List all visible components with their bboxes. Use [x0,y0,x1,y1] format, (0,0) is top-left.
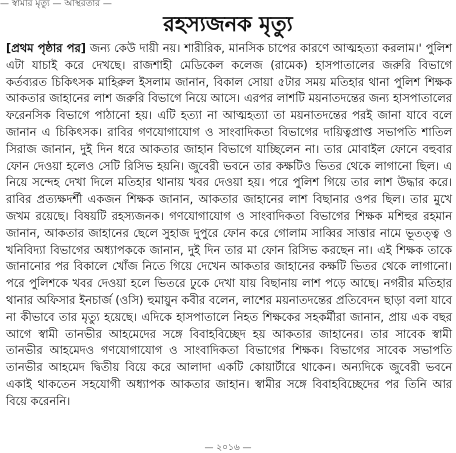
top-strip-text: — স্বামীর মৃত্যু — অস্থিরতার — [0,0,112,9]
article-paragraph [6,40,452,410]
body-text: জন্য কেউ দায়ী নয়। শারীরিক, মানসিক চাপের কারণে আত্মহত্যা করলাম।' পুলিশ এটা যাচাই করে দেখছে। রাজশাহী মেডিকেল কলেজ (রামেক) হাসপাতালের জরুরি বিভাগে কর্তব্যরত চিকিৎসক মাহিরুল ইসলাম জানান, বিকাল সোয়া ৫টার সময় মতিহার থানা পুলিশ শিক্ষক আকতার জাহানের লাশ জরুরি বিভাগে নিয়ে আসে। এরপর লাশটি ময়নাতদন্তের জন্য হাসপাতালের ফরেনসিক বিভাগে পাঠানো হয়। এটি হত্যা না আত্মহত্যা তা ময়নাতদন্তের পরই জানা যাবে বলে জানান এ চিকিৎসক। রাবির গণযোগাযোগ ও সাংবাদিকতা বিভাগের দায়িত্বপ্রাপ্ত সভাপতি শাতিল সিরাজ জানান, দুই দিন ধরে আকতার জাহান বিভাগে যাচ্ছিলেন না। তার মোবাইল ফোনে বহুবার ফোন দেওয়া হলেও সেটি রিসিভ হয়নি। জুবেরী ভবনে তার কক্ষটিও ভিতর থেকে লাগানো ছিল। এ নিয়ে সন্দেহ দেখা দিলে মতিহার থানায় খবর দেওয়া হয়। পরে পুলিশ গিয়ে তার লাশ উদ্ধার করে। রাবির প্রত্যক্ষদর্শী একজন শিক্ষক জানান, আকতার জাহানের লাশ বিছানার ওপর ছিল। তার মুখে জখম রয়েছে। বিষয়টি রহস্যজনক। গণযোগাযোগ ও সাংবাদিকতা বিভাগের শিক্ষক মশিহুর রহমান জানান, আকতার জাহানের ছেলে সুহাজ দুপুরে ফোন করে গোলাম সাব্বির সাত্তার নামে ভূতত্ত্ব ও খনিবিদ্যা বিভাগের অধ্যাপককে জানান, দুই দিন তার মা ফোন রিসিভ করছেন না। এই শিক্ষক তাকে জানানোর পর বিকালে খোঁজ নিতে গিয়ে দেখেন আকতার জাহানের কক্ষটি ভিতর থেকে লাগানো। পরে পুলিশকে খবর দেওয়া হলে ভিতরে ঢুকে দেখা যায় বিছানায় লাশ পড়ে আছে। নগরীর মতিহার থানার অফিসার ইনচার্জ (ওসি) হুমায়ুন কবীর বলেন, লাশের ময়নাতদন্তের প্রতিবেদন ছাড়া বলা যাবে না কীভাবে তার মৃত্যু হয়েছে। এদিকে হাসপাতালে নিহত শিক্ষকের সহকর্মীরা জানান, প্রায় এক বছর আগে স্বামী তানভীর আহমেদের সঙ্গে বিবাহবিচ্ছেদ হয় আকতার জাহানের। তার সাবেক স্বামী তানভীর আহমেদও গণযোগাযোগ ও সাংবাদিকতা বিভাগের শিক্ষক। বিভাগের সাবেক সভাপতি তানভীর আহমেদ দ্বিতীয় বিয়ে করে আলাদা একটি কোয়ার্টারে থাকেন। অন্যদিকে জুবেরী ভবনে একাই থাকতেন সহযোগী অধ্যাপক আকতার জাহান। স্বামীর সঙ্গে বিবাহবিচ্ছেদের পর তিনি আর বিয়ে করেননি। [6,41,452,408]
article-headline: রহস্যজনক মৃত্যু [163,12,293,36]
footer-text: — ২০১৬ — [204,443,252,453]
article-body [6,40,452,410]
lead-label: [প্রথম পৃষ্ঠার পর] [6,41,86,55]
